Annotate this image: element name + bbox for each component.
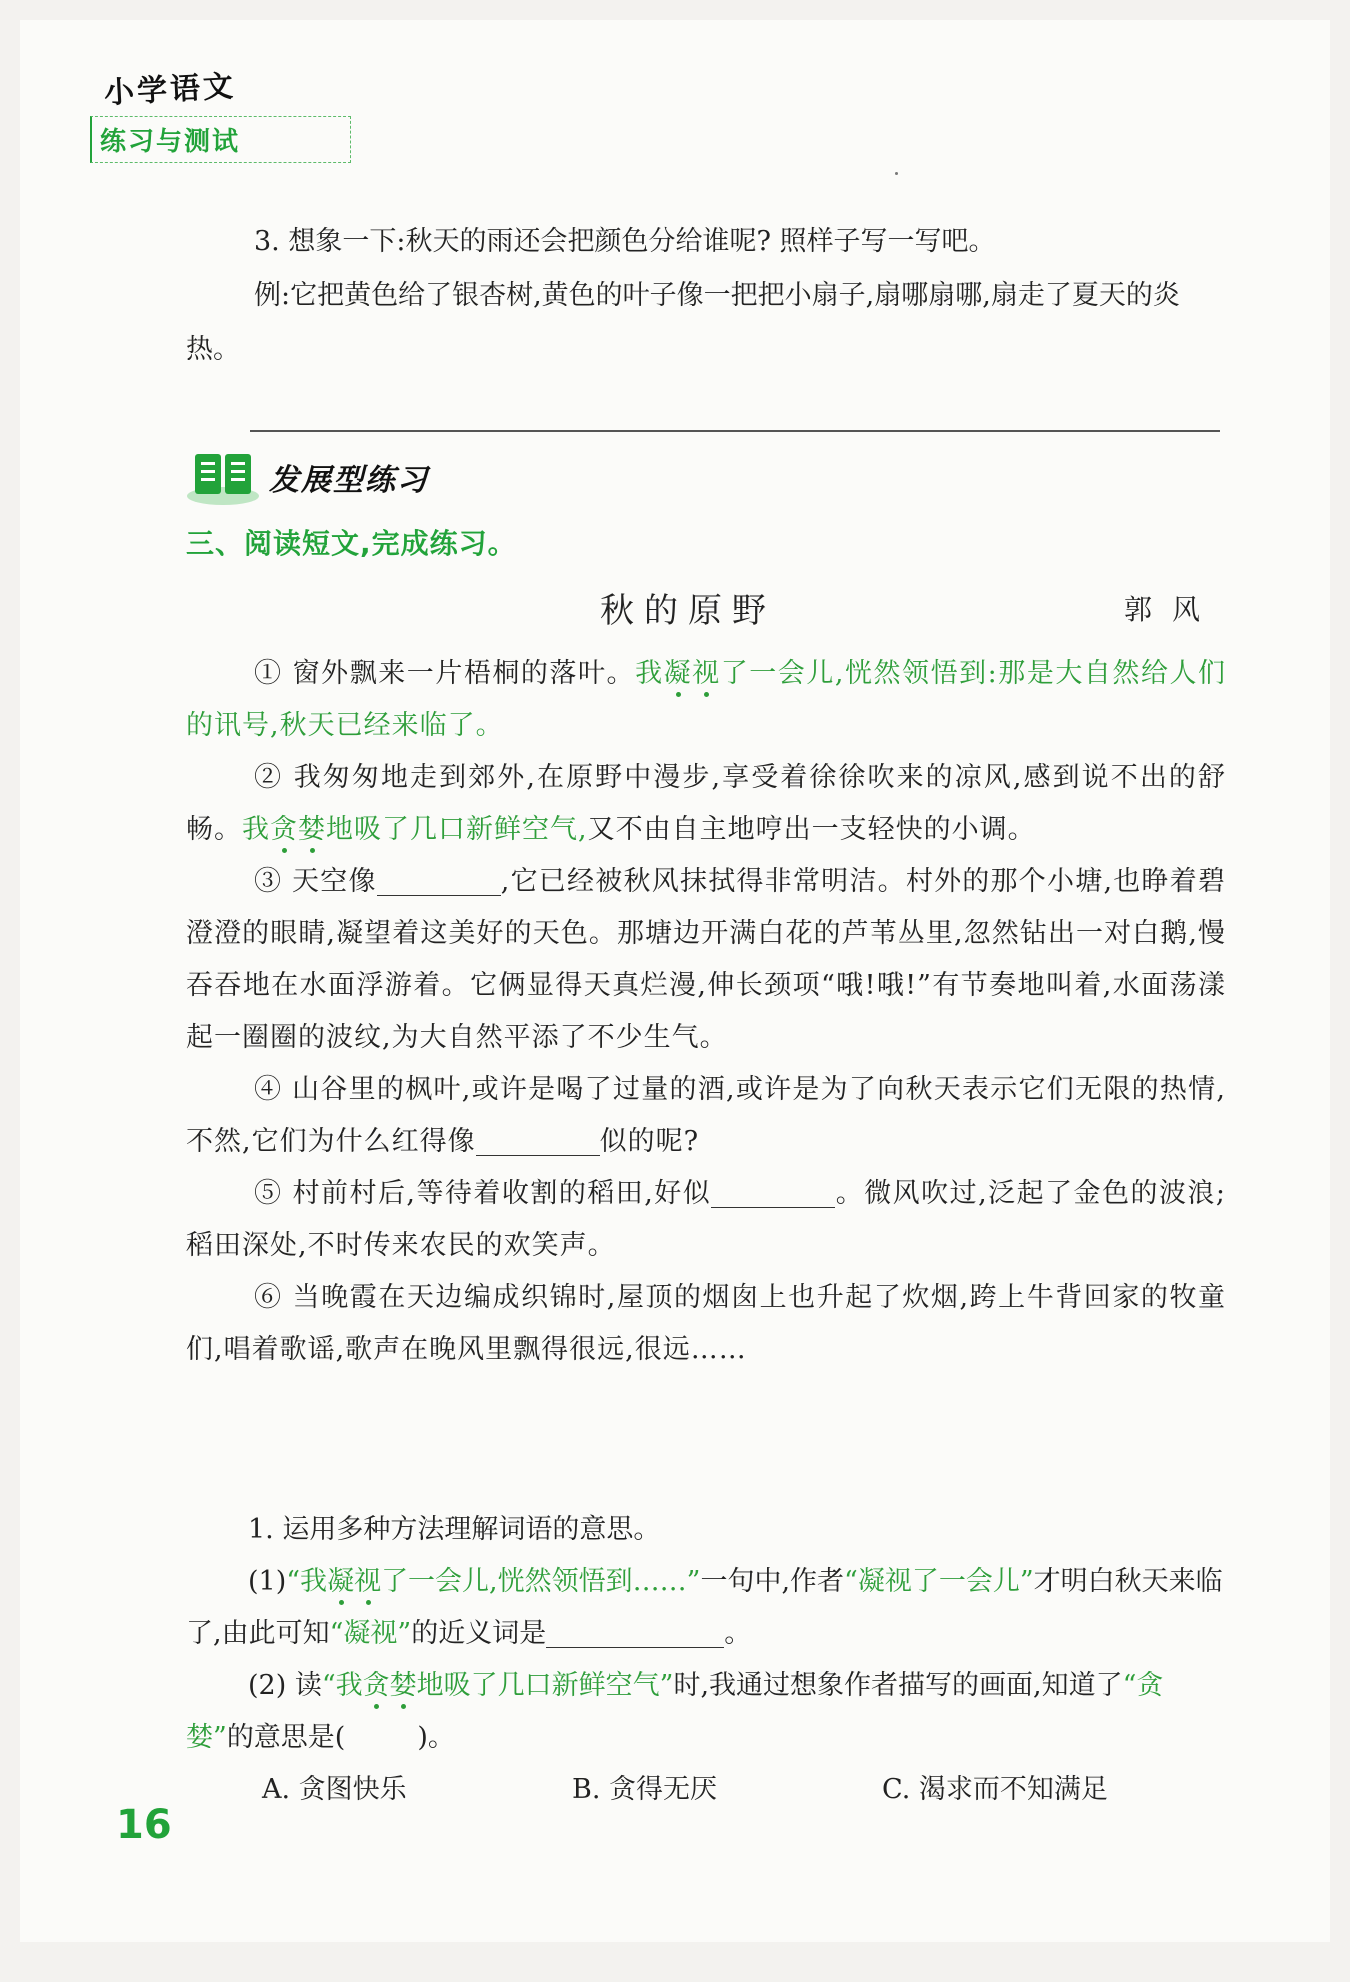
article-author: 郭风 — [1124, 593, 1221, 626]
brand-header — [90, 68, 351, 163]
choice-a[interactable]: A. 贪图快乐 — [262, 1774, 407, 1805]
choice-b[interactable]: B. 贪得无厌 — [572, 1774, 718, 1805]
sub-question-1 — [186, 1556, 1226, 1660]
paragraph-5 — [186, 1168, 1226, 1272]
p3-b: ,它已经被秋风抹拭得非常明洁。村外的那个小塘,也睁着碧澄澄的眼睛,凝望着这美好的天色。那塘边开满白花的芦苇丛里,忽然钻出一对白鹅,慢吞吞地在水面浮游着。它俩显得天真烂漫,伸长颈项“哦!哦!”有节奏地叫着,水面荡漾起一圈圈的波纹,为大自然平添了不少生气。 — [186, 866, 1226, 1053]
emphasis-dot-char: 婪 — [389, 1670, 417, 1701]
question-1-heading: 1. 运用多种方法理解词语的意思。 — [248, 1514, 661, 1545]
p2-end: 又不由自主地哼出一支轻快的小调。 — [587, 814, 1036, 845]
s1-quote-1 — [286, 1566, 700, 1597]
section-title: 发展型练习 — [269, 463, 429, 498]
choice-c[interactable]: C. 渴求而不知满足 — [882, 1774, 1108, 1805]
page-number: 16 — [116, 1802, 172, 1848]
s2-quote-2: “贪婪” — [186, 1670, 1164, 1753]
s2-label: (2) 读 — [248, 1670, 322, 1701]
p1-text: ① 窗外飘来一片梧桐的落叶。 — [254, 658, 636, 689]
sub-question-2 — [186, 1660, 1226, 1764]
p2-hl-b: 地吸了几口新鲜空气, — [326, 814, 588, 845]
s1-quote-3: “凝视” — [329, 1618, 412, 1649]
paragraph-4 — [186, 1064, 1226, 1168]
s1-quote-2: “凝视了一会儿” — [844, 1566, 1034, 1597]
paragraph-2 — [186, 752, 1226, 856]
s1-d: 的近义词是 — [411, 1618, 547, 1649]
s1-e: 。 — [724, 1618, 752, 1649]
open-book-icon — [185, 448, 263, 506]
fill-blank-synonym[interactable] — [546, 1617, 724, 1648]
p2-hl-a: 我 — [242, 814, 270, 845]
emphasis-dot-char: 视 — [354, 1566, 382, 1597]
s2-q1-b: 地吸了几口新鲜空气” — [416, 1670, 674, 1701]
series-title: 小学语文 — [103, 69, 237, 111]
choice-list — [186, 1764, 1226, 1816]
emphasis-dot-char: 贪 — [270, 814, 298, 845]
p2-text: ② 我匆匆地走到郊外,在原野中漫步,享受着徐徐吹来的凉风,感到说不出的舒畅。 — [186, 762, 1226, 845]
s1-label: (1) — [248, 1566, 287, 1597]
s1-q1-b: 了一会儿,恍然领悟到……” — [381, 1566, 701, 1597]
question-3-prompt: 3. 想象一下:秋天的雨还会把颜色分给谁呢? 照样子写一写吧。 — [254, 226, 996, 257]
section-heading — [185, 448, 429, 506]
fill-blank-rice[interactable] — [711, 1177, 835, 1208]
emphasis-dot-char: 凝 — [327, 1566, 355, 1597]
task-instruction: 三、阅读短文,完成练习。 — [186, 527, 517, 560]
emphasis-dot-char: 婪 — [298, 814, 326, 845]
s1-c: 才明白秋天来临了,由此可知 — [186, 1566, 1223, 1649]
fill-blank-sky[interactable] — [377, 865, 501, 896]
series-subtitle: 练习与测试 — [90, 116, 351, 163]
fill-blank-maple[interactable] — [476, 1125, 600, 1156]
s1-b: 一句中,作者 — [700, 1566, 845, 1597]
exercise-questions — [186, 1504, 1226, 1816]
p5-a: ⑤ 村前村后,等待着收割的稻田,好似 — [254, 1178, 712, 1209]
p4-a: ④ 山谷里的枫叶,或许是喝了过量的酒,或许是为了向秋天表示它们无限的热情,不然,它们为什么红得像 — [186, 1074, 1226, 1157]
s2-d: )。 — [417, 1722, 455, 1753]
s1-q1-a: “我 — [286, 1566, 328, 1597]
question-3-example: 例:它把黄色给了银杏树,黄色的叶子像一把把小扇子,扇哪扇哪,扇走了夏天的炎热。 — [186, 280, 1180, 365]
paragraph-3 — [186, 856, 1226, 1064]
p2-highlight — [242, 814, 588, 845]
s2-q1-a: “我 — [321, 1670, 363, 1701]
p1-hl-a: 我 — [635, 658, 664, 689]
emphasis-dot-char: 视 — [692, 658, 721, 689]
article-title: 秋的原野 — [600, 591, 776, 631]
emphasis-dot-char: 贪 — [362, 1670, 390, 1701]
p3-a: ③ 天空像 — [254, 866, 377, 897]
p5-b: 。微风吹过,泛起了金色的波浪;稻田深处,不时传来农民的欢笑声。 — [186, 1178, 1227, 1261]
s2-c: 的意思是( — [226, 1722, 346, 1753]
s2-quote-1 — [322, 1670, 674, 1701]
p4-b: 似的呢? — [599, 1126, 700, 1157]
article-body — [186, 648, 1226, 1376]
print-speck — [895, 172, 898, 175]
section-divider — [250, 430, 1220, 432]
p1-hl-b: 了一会儿,恍然领悟到:那是大自然给人们的讯号,秋天已经来临了。 — [186, 658, 1227, 741]
workbook-page — [20, 20, 1330, 1942]
s2-b: 时,我通过想象作者描写的画面,知道了 — [673, 1670, 1123, 1701]
paragraph-6: ⑥ 当晚霞在天边编成织锦时,屋顶的烟囱上也升起了炊烟,跨上牛背回家的牧童们,唱着歌谣,歌声在晚风里飘得很远,很远…… — [186, 1282, 1226, 1365]
emphasis-dot-char: 凝 — [663, 658, 693, 689]
paragraph-1 — [186, 648, 1226, 752]
question-3 — [186, 215, 1226, 377]
